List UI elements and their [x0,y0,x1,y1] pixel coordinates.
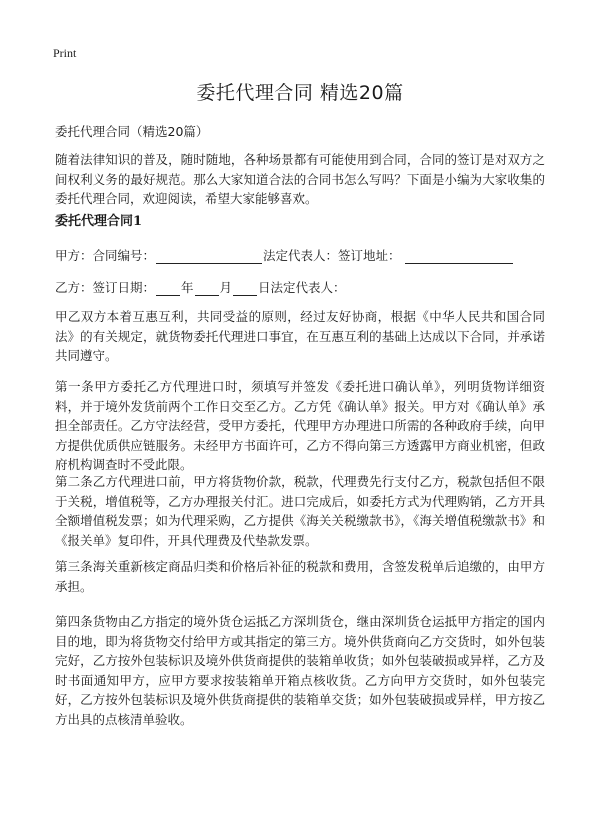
party-a-mid-label: 法定代表人：签订地址： [263,248,401,263]
contract-number-field[interactable] [156,249,262,264]
month-label: 月 [219,280,233,295]
article-3: 第三条海关重新核定商品归类和价格后补征的税款和费用，含签发税单后追缴的，由甲方承担。 [55,559,545,594]
day-field[interactable] [233,281,257,296]
article-4: 第四条货物由乙方指定的境外货仓运抵乙方深圳货仓，继由深圳货仓运抵甲方指定的国内目的地，即为将货物交付给甲方或其指定的第三方。境外供货商向乙方交货时，如外包装完好，乙方按外包装标识及境外供货商提供的装箱单收货；如外包装破损或异样，乙方及时书面通知甲方，应甲方要求按装箱单开箱点核收货。乙方向甲方交货时，如外包装完好，乙方按外包装标识及境外供货商提供的装箱单交货；如外包装破损或异样，甲方按乙方出具的点核清单验收。 [55,614,545,727]
contract-preamble: 甲乙双方本着互惠互利，共同受益的原则，经过友好协商，根据《中华人民共和国合同法》的有关规定，就货物委托代理进口事宜，在互惠互利的基础上达成以下合同，并承诺共同遵守。 [55,309,545,364]
day-label: 日法定代表人： [258,280,346,295]
party-a-label: 甲方：合同编号： [55,248,156,263]
party-b-label: 乙方：签订日期： [55,280,156,295]
page-title: 委托代理合同 精选20篇 [196,82,404,104]
signing-address-field[interactable] [405,249,513,264]
article-2: 第二条乙方代理进口前，甲方将货物价款，税款，代理费先行支付乙方，税款包括但不限于关税，增值税等，乙方办理报关付汇。进口完成后，如委托方式为代理购销，乙方开具全额增值税发票；如为代理采购，乙方提供《海关关税缴款书》，《海关增值税缴款书》和《报关单》复印件，开具代理费及代垫款发票。 [55,474,545,548]
article-1: 第一条甲方委托乙方代理进口时，须填写并签发《委托进口确认单》，列明货物详细资料，并于境外发货前两个工作日交至乙方。乙方凭《确认单》报关。甲方对《确认单》承担全部责任。乙方守法经营，受甲方委托，代理甲方办理进口所需的各种政府手续，向甲方提供优质供应链服务。未经甲方书面许可，乙方不得向第三方透露甲方商业机密，但政府机构调查时不受此限。 [55,379,545,473]
print-link[interactable]: Print [53,46,77,60]
party-a-line [55,246,514,264]
intro-paragraph: 随着法律知识的普及，随时随地，各种场景都有可能使用到合同，合同的签订是对双方之间权利义务的最好规范。那么大家知道合法的合同书怎么写吗？下面是小编为大家收集的委托代理合同，欢迎阅读，希望大家能够喜欢。 [55,152,545,207]
year-label: 年 [181,280,194,295]
section-heading: 委托代理合同1 [55,214,143,229]
year-field[interactable] [156,281,180,296]
party-b-line [55,278,346,296]
document-subtitle: 委托代理合同（精选20篇） [55,124,209,139]
month-field[interactable] [195,281,219,296]
